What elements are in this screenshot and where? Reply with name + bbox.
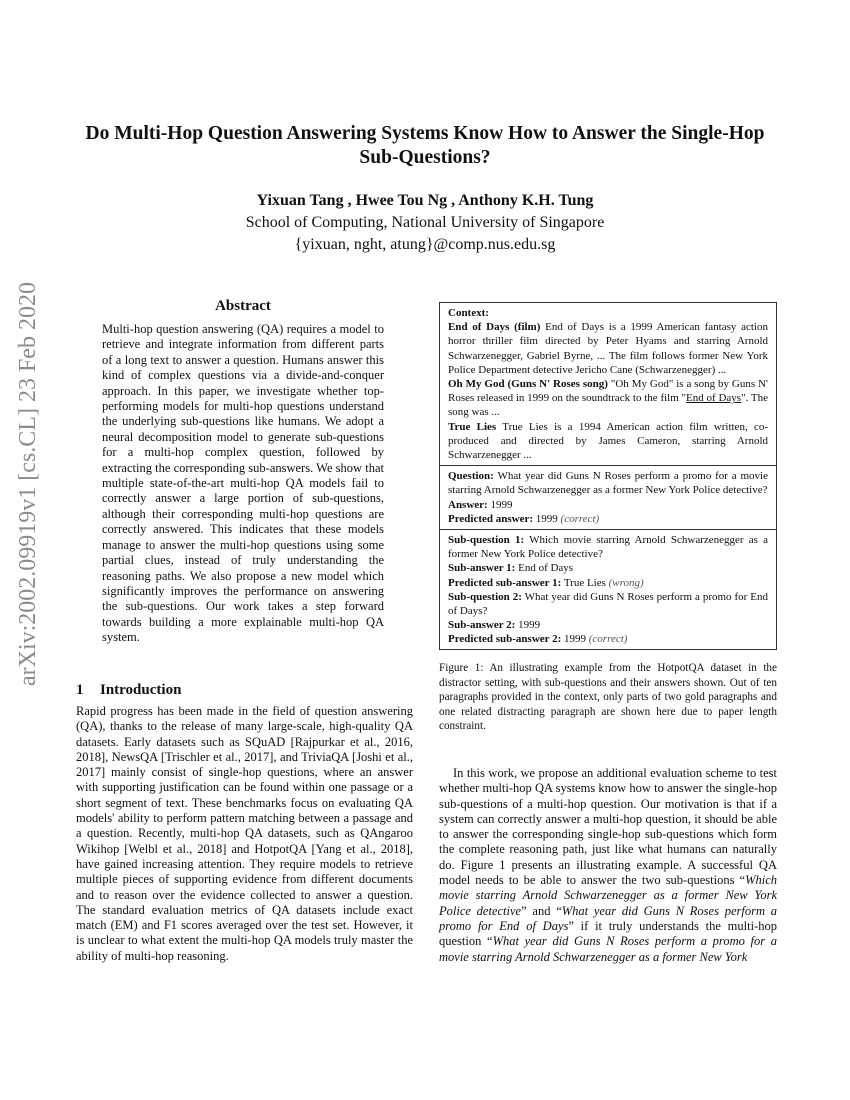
figure-1-caption: Figure 1: An illustrating example from the HotpotQA dataset in the distractor setting, with sub-questions and their answers shown. Out of ten paragraphs provided in the context, only parts of two gold paragraphs and one related distracting paragraph are shown here due to paper length constraint.	[439, 662, 777, 732]
answer-label: Answer:	[448, 498, 488, 511]
predicted-answer-label: Predicted answer:	[448, 512, 534, 525]
title-line-1: Do Multi-Hop Question Answering Systems Know How to Answer the Single-Hop	[85, 123, 765, 144]
section-title: Introduction	[100, 682, 182, 698]
sub-answer-2-label: Sub-answer 2:	[448, 619, 516, 632]
paragraph-1-title: End of Days (film)	[448, 321, 541, 334]
predicted-answer-text: 1999	[533, 512, 561, 525]
affiliation: School of Computing, National University of Singapore	[245, 214, 605, 231]
paragraph-2-title: Oh My God (Guns N' Roses song)	[448, 378, 608, 391]
question-text: What year did Guns N Roses perform a promo for a movie starring Arnold Schwarzenegger as a former New York Police detective?	[448, 470, 768, 497]
paragraph-text-a: In this work, we propose an additional evaluation scheme to test whether multi-hop QA systems know how to answer the single-hop sub-questions of a multi-hop question. Our motivation is that if a system can correctly answer a multi-hop question, it should be able to answer the corresponding single-hop sub-questions which form the complete reasoning path, just like what humans can naturally do. Figure 1 presents an illustrating example. A successful QA model needs to be able to answer the two sub-questions “	[439, 766, 777, 888]
paragraph-3-text: True Lies is a 1994 American action film written, co-produced and directed by James Cameron, starring Arnold Schwarzenegger ...	[448, 420, 768, 462]
predicted-sub-answer-1-tag: (wrong)	[608, 576, 644, 589]
paragraph-text-c: ” if it truly understands the multi-hop question “	[439, 918, 777, 949]
predicted-sub-answer-2-tag: (correct)	[588, 633, 628, 646]
figure-1-example-box	[439, 302, 777, 650]
paragraph-1-text: End of Days is a 1999 American fantasy action horror thriller film directed by Peter Hyams and starring Arnold Schwarzenegger, Gabriel Byrne, ... The film follows former New York Police Department detective Jericho Cane (Schwarzenegger) ...	[448, 321, 768, 376]
sub-answer-1-label: Sub-answer 1:	[448, 562, 516, 575]
quoted-sub-question-2: What year did Guns N Roses perform a promo for End of Days	[439, 903, 777, 933]
paragraph-3-title: True Lies	[448, 420, 497, 433]
paragraph-2-link[interactable]: End of Days	[686, 392, 742, 405]
predicted-sub-answer-1-label: Predicted sub-answer 1:	[448, 576, 562, 589]
predicted-sub-answer-1-text: True Lies	[561, 576, 609, 589]
author-emails: {yixuan, nght, atung}@comp.nus.edu.sg	[294, 236, 556, 253]
paper-title	[60, 122, 790, 170]
sub-question-1-text: Which movie starring Arnold Schwarzenegger as a former New York Police detective?	[448, 534, 768, 561]
paragraph-2-text-end: ". The song was ...	[448, 392, 768, 419]
context-label: Context:	[448, 307, 489, 319]
quoted-sub-question-1: Which movie starring Arnold Schwarzenegger as a former New York Police detective	[439, 873, 777, 918]
figure-subquestion-section	[440, 530, 776, 650]
sub-question-2-text: What year did Guns N Roses perform a promo for End of Days?	[448, 590, 768, 618]
title-line-2: Sub-Questions?	[359, 147, 491, 168]
predicted-answer-tag: (correct)	[560, 512, 600, 525]
body-paragraph-right	[439, 766, 777, 965]
section-heading-introduction	[76, 682, 406, 699]
answer-text: 1999	[487, 498, 513, 511]
arxiv-stamp: arXiv:2002.09919v1 [cs.CL] 23 Feb 2020	[15, 282, 41, 686]
question-label: Question:	[448, 470, 494, 483]
sub-answer-2-text: 1999	[515, 619, 541, 632]
abstract-text: Multi-hop question answering (QA) requires a model to retrieve and integrate information from different parts of a long text to answer a question. Humans answer this kind of complex questions via a divide-and-conquer approach. In this paper, we investigate whether top-performing models for multi-hop questions understand the underlying sub-questions like humans. We adopt a neural decomposition model to generate sub-questions for a multi-hop complex question, followed by extracting the corresponding sub-answers. We show that multiple state-of-the-art multi-hop QA models fail to correctly answer a large portion of sub-questions, although their corresponding multi-hop questions are correctly answered. This indicates that these models manage to answer the multi-hop questions using some partial clues, instead of truly understanding the reasoning paths. We also propose a new model which significantly improves the performance on answering the sub-questions. Our work takes a step forward towards building a more explainable multi-hop QA system.	[102, 322, 384, 645]
sub-question-2-label: Sub-question 2:	[448, 590, 522, 603]
predicted-sub-answer-2-label: Predicted sub-answer 2:	[448, 633, 562, 646]
figure-question-section	[440, 466, 776, 530]
authors: Yixuan Tang , Hwee Tou Ng , Anthony K.H. Tung	[256, 192, 594, 209]
paragraph-text-b: ” and “	[521, 903, 562, 918]
predicted-sub-answer-2-text: 1999	[561, 633, 589, 646]
sub-question-1-label: Sub-question 1:	[448, 534, 525, 547]
paragraph-2-text: "Oh My God" is a song by Guns N' Roses released in 1999 on the soundtrack to the film "	[448, 378, 768, 405]
abstract-heading: Abstract	[215, 298, 271, 314]
sub-answer-1-text: End of Days	[515, 562, 574, 575]
quoted-multi-hop-question: What year did Guns N Roses perform a promo for a movie starring Arnold Schwarzenegger as a former New York	[439, 934, 777, 964]
section-number: 1	[76, 682, 84, 698]
figure-context-section	[440, 303, 776, 466]
introduction-text: Rapid progress has been made in the field of question answering (QA), thanks to the release of many large-scale, high-quality QA datasets. Early datasets such as SQuAD [Rajpurkar et al., 2016, 2018], NewsQA [Trischler et al., 2017], and TriviaQA [Joshi et al., 2017] mainly consist of single-hop questions, where an answer with supporting justification can be found within one passage or a short segment of text. These benchmarks focus on evaluating QA models' ability to perform pattern matching between a passage and a question. Recently, multi-hop QA datasets, such as QAngaroo Wikihop [Welbl et al., 2018] and HotpotQA [Yang et al., 2018], have gained increasing attention. They require models to retrieve multiple pieces of supporting evidence from different documents and to reason over the evidence collected to answer a question. The standard evaluation metrics of QA datasets include exact match (EM) and F1 scores averaged over the test set. However, it is unclear to what extent the multi-hop QA models truly master the ability of multi-hop reasoning.	[76, 704, 413, 963]
